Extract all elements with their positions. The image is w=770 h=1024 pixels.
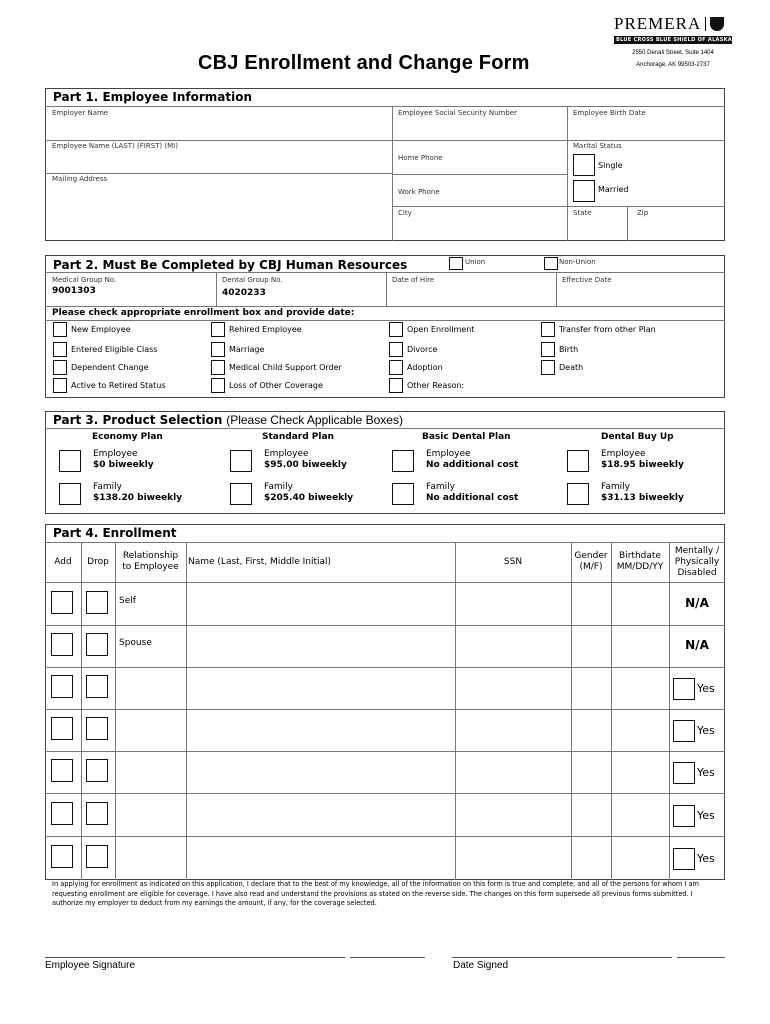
- add-checkbox[interactable]: [51, 633, 73, 656]
- disabled-yes-checkbox[interactable]: [673, 805, 695, 827]
- home-phone-field[interactable]: Home Phone: [398, 154, 443, 162]
- date-signed-line[interactable]: Date Signed: [453, 960, 509, 971]
- work-phone-field[interactable]: Work Phone: [398, 188, 440, 196]
- non-union-checkbox[interactable]: [544, 257, 558, 270]
- ssn-field[interactable]: Employee Social Security Number: [398, 109, 517, 117]
- single-label: Single: [598, 161, 623, 170]
- reason-checkbox[interactable]: [389, 322, 403, 337]
- coverage-label: Employee: [264, 449, 309, 459]
- coverage-cost: $31.13 biweekly: [601, 493, 684, 503]
- coverage-label: Employee: [426, 449, 471, 459]
- family-plan-checkbox[interactable]: [230, 483, 252, 505]
- plan-name: Standard Plan: [262, 432, 334, 442]
- coverage-label: Family: [601, 482, 630, 492]
- employee-plan-checkbox[interactable]: [567, 450, 589, 472]
- part3-subtitle: (Please Check Applicable Boxes): [226, 413, 403, 427]
- reason-checkbox[interactable]: [541, 342, 555, 357]
- part2-instruction: Please check appropriate enrollment box and provide date:: [52, 308, 355, 318]
- coverage-cost: $138.20 biweekly: [93, 493, 183, 503]
- disabled-na: N/A: [685, 595, 709, 610]
- employee-plan-checkbox[interactable]: [392, 450, 414, 472]
- drop-checkbox[interactable]: [86, 633, 108, 656]
- state-field[interactable]: State: [573, 209, 592, 217]
- reason-checkbox[interactable]: [389, 342, 403, 357]
- disabled-na: N/A: [685, 638, 709, 652]
- reason-checkbox[interactable]: [389, 378, 403, 393]
- reason-label: Death: [559, 363, 584, 372]
- drop-checkbox[interactable]: [86, 591, 108, 614]
- zip-field[interactable]: Zip: [637, 209, 649, 217]
- coverage-cost: $95.00 biweekly: [264, 460, 347, 470]
- reason-label: Divorce: [407, 345, 438, 354]
- add-checkbox[interactable]: [51, 591, 73, 614]
- coverage-cost: $205.40 biweekly: [264, 493, 354, 503]
- add-checkbox[interactable]: [51, 802, 73, 825]
- medical-group-label: Medical Group No.: [52, 276, 117, 284]
- form-title: CBJ Enrollment and Change Form: [198, 52, 530, 74]
- disabled-yes-checkbox[interactable]: [673, 678, 695, 700]
- reason-checkbox[interactable]: [53, 378, 67, 393]
- add-checkbox[interactable]: [51, 675, 73, 698]
- reason-label: Active to Retired Status: [71, 381, 166, 390]
- reason-checkbox[interactable]: [53, 360, 67, 375]
- relationship-cell: Spouse: [119, 638, 152, 648]
- drop-checkbox[interactable]: [86, 802, 108, 825]
- disabled-yes-checkbox[interactable]: [673, 762, 695, 784]
- shield-icon: [710, 17, 724, 31]
- premera-logo: [614, 14, 732, 71]
- disabled-yes-checkbox[interactable]: [673, 720, 695, 742]
- reason-checkbox[interactable]: [211, 378, 225, 393]
- disabled-yes-label: Yes: [697, 808, 715, 822]
- single-checkbox[interactable]: [573, 154, 595, 176]
- reason-checkbox[interactable]: [389, 360, 403, 375]
- reason-label: Birth: [559, 345, 579, 354]
- effective-date-field[interactable]: Effective Date: [562, 276, 612, 284]
- column-header-birthdate: Birthdate MM/DD/YY: [616, 551, 664, 572]
- city-field[interactable]: City: [398, 209, 412, 217]
- non-union-label: Non-Union: [559, 258, 596, 266]
- employee-signature-line[interactable]: Employee Signature: [45, 960, 136, 971]
- drop-checkbox[interactable]: [86, 717, 108, 740]
- column-header-disabled: Mentally / Physically Disabled: [674, 545, 720, 578]
- column-header-gender: Gender (M/F): [574, 551, 608, 572]
- coverage-label: Family: [93, 482, 122, 492]
- part3-title: Part 3. Product Selection: [53, 413, 223, 427]
- employee-plan-checkbox[interactable]: [230, 450, 252, 472]
- reason-label: Loss of Other Coverage: [229, 381, 323, 390]
- coverage-label: Employee: [93, 449, 138, 459]
- disabled-yes-label: Yes: [697, 852, 715, 865]
- declaration-text: In applying for enrollment as indicated on this application, I declare that to the best of my knowledge, all of the information on this form is true and complete, and all of the persons for whom I am requesting enrollment are eligible for coverage. I have also read and understand the provisions as stated on the reverse side. The changes on this form supersede all previous forms submitted. I authorize my employer to deduct from my earnings the amount, if any, for the coverage selected.: [52, 880, 699, 907]
- address-line-2: Anchorage, AK 99503-2737: [636, 62, 710, 68]
- add-checkbox[interactable]: [51, 759, 73, 782]
- union-checkbox[interactable]: [449, 257, 463, 270]
- logo-name: PREMERA: [614, 14, 702, 33]
- disabled-yes-checkbox[interactable]: [673, 848, 695, 870]
- mailing-address-field[interactable]: Mailing Address: [52, 175, 108, 183]
- logo-tagline: BLUE CROSS BLUE SHIELD OF ALASKA: [616, 37, 732, 43]
- part2-title: Part 2. Must Be Completed by CBJ Human Resources: [53, 258, 408, 272]
- coverage-cost: No additional cost: [426, 493, 519, 503]
- reason-label: Entered Eligible Class: [71, 345, 158, 354]
- family-plan-checkbox[interactable]: [392, 483, 414, 505]
- coverage-label: Family: [264, 482, 293, 492]
- coverage-cost: No additional cost: [426, 460, 519, 470]
- reason-label: Open Enrollment: [407, 325, 475, 334]
- disabled-yes-label: Yes: [697, 682, 715, 695]
- add-checkbox[interactable]: [51, 717, 73, 740]
- union-label: Union: [465, 258, 486, 266]
- coverage-cost: $0 biweekly: [93, 460, 154, 470]
- employee-name-field[interactable]: Employee Name (LAST) (FIRST) (MI): [52, 142, 178, 150]
- drop-checkbox[interactable]: [86, 759, 108, 782]
- employer-name-field[interactable]: Employer Name: [52, 109, 109, 117]
- married-checkbox[interactable]: [573, 180, 595, 202]
- relationship-cell: Self: [119, 595, 136, 606]
- marital-status-label: Marital Status: [573, 142, 622, 150]
- disabled-yes-label: Yes: [697, 724, 715, 737]
- reason-checkbox[interactable]: [211, 342, 225, 357]
- reason-label: Other Reason:: [407, 381, 465, 390]
- coverage-cost: $18.95 biweekly: [601, 460, 684, 470]
- reason-label: Medical Child Support Order: [229, 363, 342, 372]
- reason-label: Rehired Employee: [229, 325, 302, 334]
- plan-name: Basic Dental Plan: [422, 432, 511, 442]
- column-header-relationship: Relationship to Employee: [122, 551, 179, 572]
- family-plan-checkbox[interactable]: [59, 483, 81, 505]
- drop-checkbox[interactable]: [86, 845, 108, 868]
- reason-checkbox[interactable]: [53, 342, 67, 357]
- employee-plan-checkbox[interactable]: [59, 450, 81, 472]
- reason-label: Marriage: [229, 345, 265, 354]
- disabled-yes-label: Yes: [697, 766, 715, 779]
- coverage-label: Family: [426, 482, 455, 492]
- part4-title: Part 4. Enrollment: [53, 526, 177, 540]
- birth-date-field[interactable]: Employee Birth Date: [573, 109, 646, 117]
- married-label: Married: [598, 185, 629, 194]
- reason-checkbox[interactable]: [211, 322, 225, 337]
- part1-title: Part 1. Employee Information: [53, 90, 253, 104]
- column-header-drop: Drop: [87, 556, 109, 567]
- reason-label: Transfer from other Plan: [559, 325, 656, 334]
- reason-checkbox[interactable]: [541, 322, 555, 337]
- reason-label: New Employee: [71, 325, 131, 334]
- date-of-hire-field[interactable]: Date of Hire: [392, 276, 435, 284]
- family-plan-checkbox[interactable]: [567, 483, 589, 505]
- plan-name: Dental Buy Up: [601, 432, 674, 442]
- column-header-add: Add: [54, 556, 72, 567]
- column-header-ssn: SSN: [503, 556, 523, 567]
- dental-group-label: Dental Group No.: [222, 276, 283, 284]
- coverage-label: Employee: [601, 449, 646, 459]
- reason-checkbox[interactable]: [211, 360, 225, 375]
- medical-group-value: 9001303: [52, 286, 96, 296]
- reason-checkbox[interactable]: [541, 360, 555, 375]
- column-header-name: Name (Last, First, Middle Initial): [188, 556, 332, 567]
- reason-checkbox[interactable]: [53, 322, 67, 337]
- reason-label: Dependent Change: [71, 363, 149, 372]
- plan-name: Economy Plan: [92, 432, 163, 442]
- address-line-1: 2550 Denali Street, Suite 1404: [632, 50, 714, 56]
- dental-group-value: 4020233: [222, 288, 266, 298]
- reason-label: Adoption: [407, 363, 443, 372]
- drop-checkbox[interactable]: [86, 675, 108, 698]
- add-checkbox[interactable]: [51, 845, 73, 868]
